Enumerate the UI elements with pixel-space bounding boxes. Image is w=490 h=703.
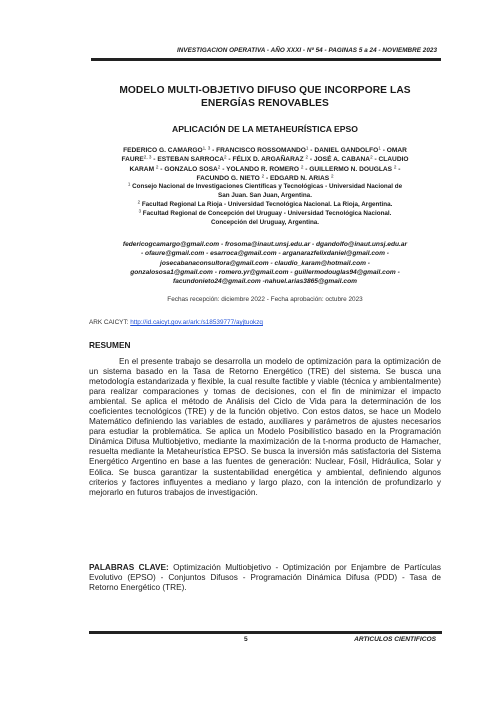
affiliation-1: $^1$ Consejo Nacional de Investigaciones Científicas y Tecnológicas - Universidad Nacional de San Juan. San Juan, Argentina. — [127, 181, 403, 199]
section-name: ARTICULOS CIENTIFICOS — [354, 636, 436, 643]
email-line-3: josecabanaconsultora@gmail.com - claudio_karam@hotmail.com - — [160, 259, 370, 267]
journal-header-text: INVESTIGACION OPERATIVA - AÑO XXXI - Nº 54 - PAGINAS 5 a 24 - NOVIEMBRE 2023 — [176, 47, 437, 54]
keywords-text: Optimización Multiobjetivo - Optimización por Enjambre de Partículas Evolutivo (EPSO) - Conjuntos Difusos - Programación Dinámica Difusa (PDD) - Tasa de Retorno Energético (TRE). — [89, 563, 441, 593]
author-list — [86, 146, 444, 183]
author-line-1: FEDERICO G. CAMARGO$^{1, 3}$ - FRANCISCO ROSSOMANDO$^1$ - DANIEL GANDOLFO$^1$ - OMAR — [123, 145, 407, 154]
title-line-1: MODELO MULTI-OBJETIVO DIFUSO QUE INCORPORE LAS — [119, 85, 411, 96]
page-footer — [89, 631, 442, 646]
submission-dates: Fechas recepción: diciembre 2022 - Fecha aprobación: octubre 2023 — [167, 296, 363, 303]
affiliation-3: $^3$ Facultad Regional de Concepción del Uruguay - Universidad Tecnológica Nacional. Concepción del Uruguay, Argentina. — [138, 208, 392, 226]
abstract-heading: RESUMEN — [89, 340, 131, 350]
keywords-paragraph — [89, 563, 441, 593]
email-line-4: gonzalososa1@gmail.com - romero.yr@gmail.com - guillermodouglas94@gmail.com - — [130, 268, 400, 276]
author-line-4: FACUNDO G. NIETO $^2$ - EDGARD N. ARIAS $^2$ — [196, 173, 334, 182]
ark-link[interactable]: http://id.caicyt.gov.ar/ark:/s18539777/ayjtuokzq — [130, 319, 263, 326]
journal-header — [91, 48, 441, 61]
email-line-5: facundonieto24@gmail.com -nahuel.arias3865@gmail.com — [173, 278, 357, 286]
email-line-2: - ofaure@gmail.com - esarroca@gmail.com - arganarazfelixdaniel@gmail.com - — [141, 250, 389, 258]
affiliation-2: $^2$ Facultad Regional La Rioja - Universidad Tecnológica Nacional. La Rioja, Argentina. — [137, 199, 393, 208]
title-line-2: ENERGÍAS RENOVABLES — [201, 98, 329, 109]
keywords-label: PALABRAS CLAVE: — [89, 563, 169, 572]
abstract-body: En el presente trabajo se desarrolla un modelo de optimización para la optimización de un sistema basado en la Tasa de Retorno Energético (TRE) del sistema. Se busca una metodología estandarizada y flexible, la cual resulte factible y viable (técnica y ambientalmente) para realizar comparaciones y tomas de decisiones, con el fin de minimizar el impacto ambiental. Se aplica el método de Análisis del Ciclo de Vida para la determinación de los coeficientes tecnológicos (TRE) y de la función objetivo. Con estos datos, se hace un Modelo Matemático definiendo las variables de estado, auxiliares y parámetros de ajustes necesarios para estudiar la problemática. Se aplica un Modelo Posibilístico basado en la Programación Dinámica Difusa Multiobjetivo, mediante la maximización de la t-norma producto de Hamacher, resuelta mediante la Metaheurística EPSO. Se busca la inversión más satisfactoria del Sistema Energético Argentino en base a las fuentes de generación: Nuclear, Fósil, Hidráulica, Solar y Eólica. Se busca garantizar la sustentabilidad energética y ambiental, definiendo algunos criterios y factores influyentes a mediano y largo plazo, con la intención de profundizarlo y mejorarlo en futuros trabajos de investigación. — [89, 357, 441, 497]
paper-title — [80, 84, 450, 110]
page-number: 5 — [244, 636, 248, 643]
ark-identifier — [89, 319, 263, 326]
ark-label: ARK CAICYT: — [89, 319, 131, 326]
paper-subtitle: APLICACIÓN DE LA METAHEURÍSTICA EPSO — [172, 124, 358, 134]
author-line-3: KARAM $^2$ - GONZALO SOSA$^2$ - YOLANDO R. ROMERO $^2$ - GUILLERMO N. DOUGLAS $^2$ - — [129, 164, 401, 173]
author-emails — [86, 240, 444, 286]
author-line-2: FAURE$^{2, 3}$ - ESTEBAN SARROCA$^2$ - FÉLIX D. ARGAÑARAZ $^2$ - JOSÉ A. CABANA$^2$ - CLAUDIO — [121, 154, 409, 164]
email-line-1: federicogcamargo@gmail.com - frosoma@inaut.unsj.edu.ar - dgandolfo@inaut.unsj.edu.ar — [122, 241, 408, 248]
